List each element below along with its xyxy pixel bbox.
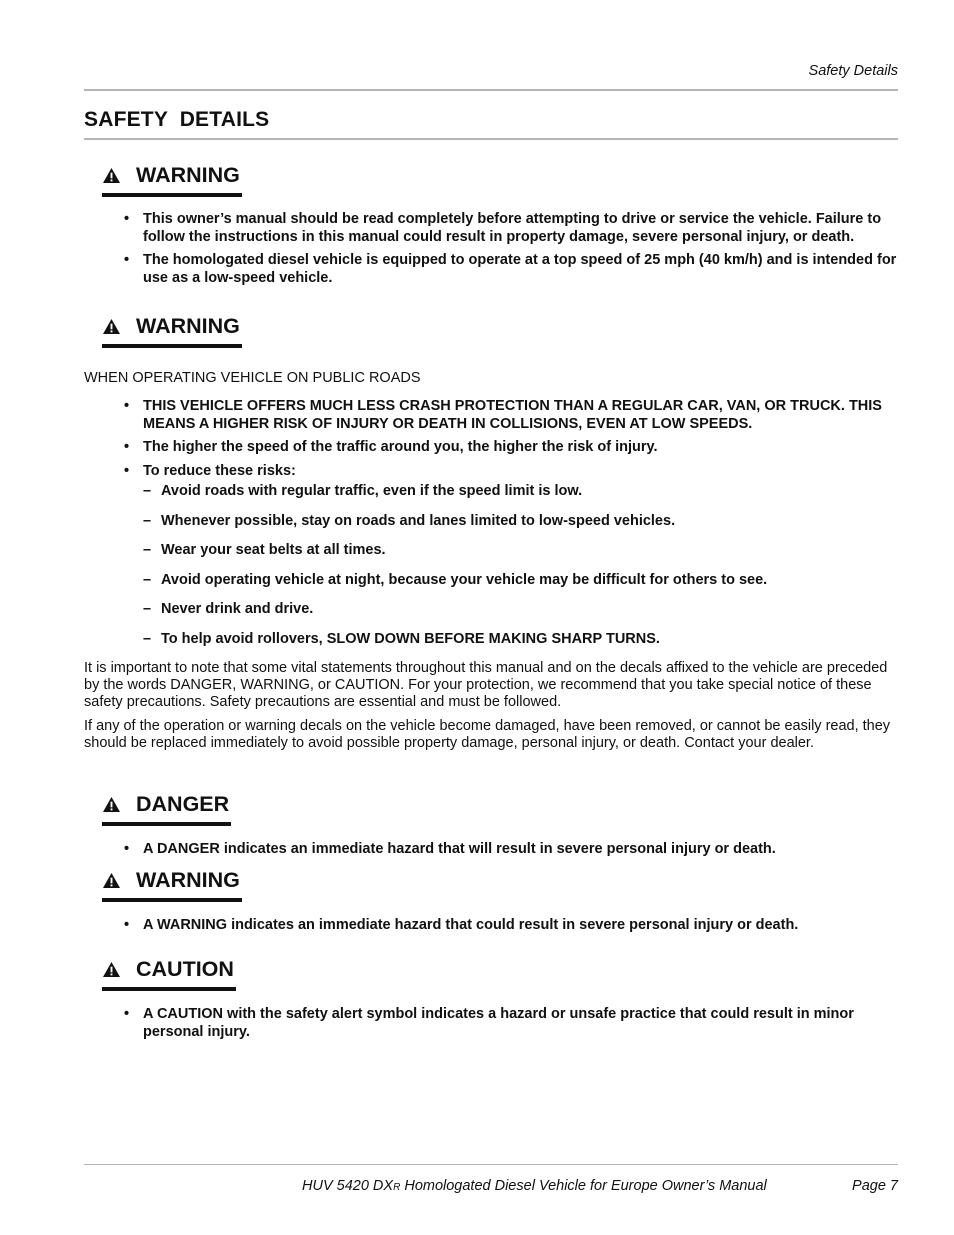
sub-list-item: – Whenever possible, stay on roads and lanes limited to low-speed vehicles. bbox=[143, 513, 904, 531]
sub-list-item: – Never drink and drive. bbox=[143, 601, 904, 619]
caution-signal-heading bbox=[102, 957, 236, 991]
sub-list-item: – Avoid roads with regular traffic, even if the speed limit is low. bbox=[143, 483, 904, 501]
list-item bbox=[124, 463, 904, 649]
list-item: • The higher the speed of the traffic around you, the higher the risk of injury. bbox=[124, 439, 904, 457]
warning-triangle-icon bbox=[102, 796, 121, 813]
warning-signal-heading bbox=[102, 868, 242, 902]
running-header: Safety Details bbox=[808, 63, 898, 79]
caution-bullets bbox=[124, 1006, 904, 1047]
warning1-bullets bbox=[124, 211, 904, 293]
list-item: • THIS VEHICLE OFFERS MUCH LESS CRASH PROTECTION THAN A REGULAR CAR, VAN, OR TRUCK. THIS MEANS A HIGHER RISK OF INJURY OR DEATH IN COLLISIONS, EVEN AT LOW SPEEDS. bbox=[124, 398, 904, 433]
list-item: • A DANGER indicates an immediate hazard that will result in severe personal injury or death. bbox=[124, 841, 904, 859]
list-item-text: To reduce these risks: bbox=[143, 462, 296, 479]
list-item: • The homologated diesel vehicle is equipped to operate at a top speed of 25 mph (40 km/h) and is intended for use as a low-speed vehicle. bbox=[124, 252, 904, 287]
signal-label: WARNING bbox=[136, 314, 240, 338]
warning-triangle-icon bbox=[102, 167, 121, 184]
danger-signal-heading bbox=[102, 792, 231, 826]
warning-triangle-icon bbox=[102, 318, 121, 335]
warning3-bullets bbox=[124, 917, 904, 941]
public-roads-intro: WHEN OPERATING VEHICLE ON PUBLIC ROADS bbox=[84, 370, 421, 386]
footer-model-subscript: R bbox=[393, 1182, 401, 1193]
list-item: • A CAUTION with the safety alert symbol indicates a hazard or unsafe practice that could result in minor personal injury. bbox=[124, 1006, 904, 1041]
signal-label: WARNING bbox=[136, 163, 240, 187]
warning-signal-heading bbox=[102, 314, 242, 348]
warning-signal-heading bbox=[102, 163, 242, 197]
signal-label: WARNING bbox=[136, 868, 240, 892]
warning-triangle-icon bbox=[102, 961, 121, 978]
sub-list-item: – Wear your seat belts at all times. bbox=[143, 542, 904, 560]
body-paragraph: If any of the operation or warning decals on the vehicle become damaged, have been removed, or cannot be easily read, they should be replaced immediately to avoid possible property damage, personal injury, or death. Contact your dealer. bbox=[84, 718, 891, 751]
warning2-bullets bbox=[124, 398, 904, 660]
header-rule bbox=[84, 89, 898, 91]
footer-rule bbox=[84, 1164, 898, 1165]
footer-title-rest: Homologated Diesel Vehicle for Europe Owner’s Manual bbox=[400, 1178, 767, 1194]
danger-bullets bbox=[124, 841, 904, 865]
sub-list-item: – To help avoid rollovers, SLOW DOWN BEFORE MAKING SHARP TURNS. bbox=[143, 631, 904, 649]
page-number: Page 7 bbox=[852, 1178, 898, 1194]
footer-manual-title bbox=[302, 1178, 767, 1194]
risk-reduction-list bbox=[143, 483, 904, 648]
title-rule bbox=[84, 138, 898, 140]
list-item: • A WARNING indicates an immediate hazard that could result in severe personal injury or death. bbox=[124, 917, 904, 935]
signal-label: DANGER bbox=[136, 792, 230, 816]
footer-model: HUV 5420 DX bbox=[302, 1178, 394, 1194]
sub-list-item: – Avoid operating vehicle at night, because your vehicle may be difficult for others to see. bbox=[143, 572, 904, 590]
body-paragraph: It is important to note that some vital statements throughout this manual and on the decals affixed to the vehicle are preceded by the words DANGER, WARNING, or CAUTION. For your protection, we recommend that you take special notice of these safety precautions. Safety precautions are essential and must be followed. bbox=[84, 660, 888, 710]
page-title: SAFETY DETAILS bbox=[84, 108, 270, 131]
list-item: • This owner’s manual should be read completely before attempting to drive or service the vehicle. Failure to follow the instructions in this manual could result in property damage, severe personal injury, or death. bbox=[124, 211, 904, 246]
warning-triangle-icon bbox=[102, 872, 121, 889]
signal-label: CAUTION bbox=[136, 957, 234, 981]
